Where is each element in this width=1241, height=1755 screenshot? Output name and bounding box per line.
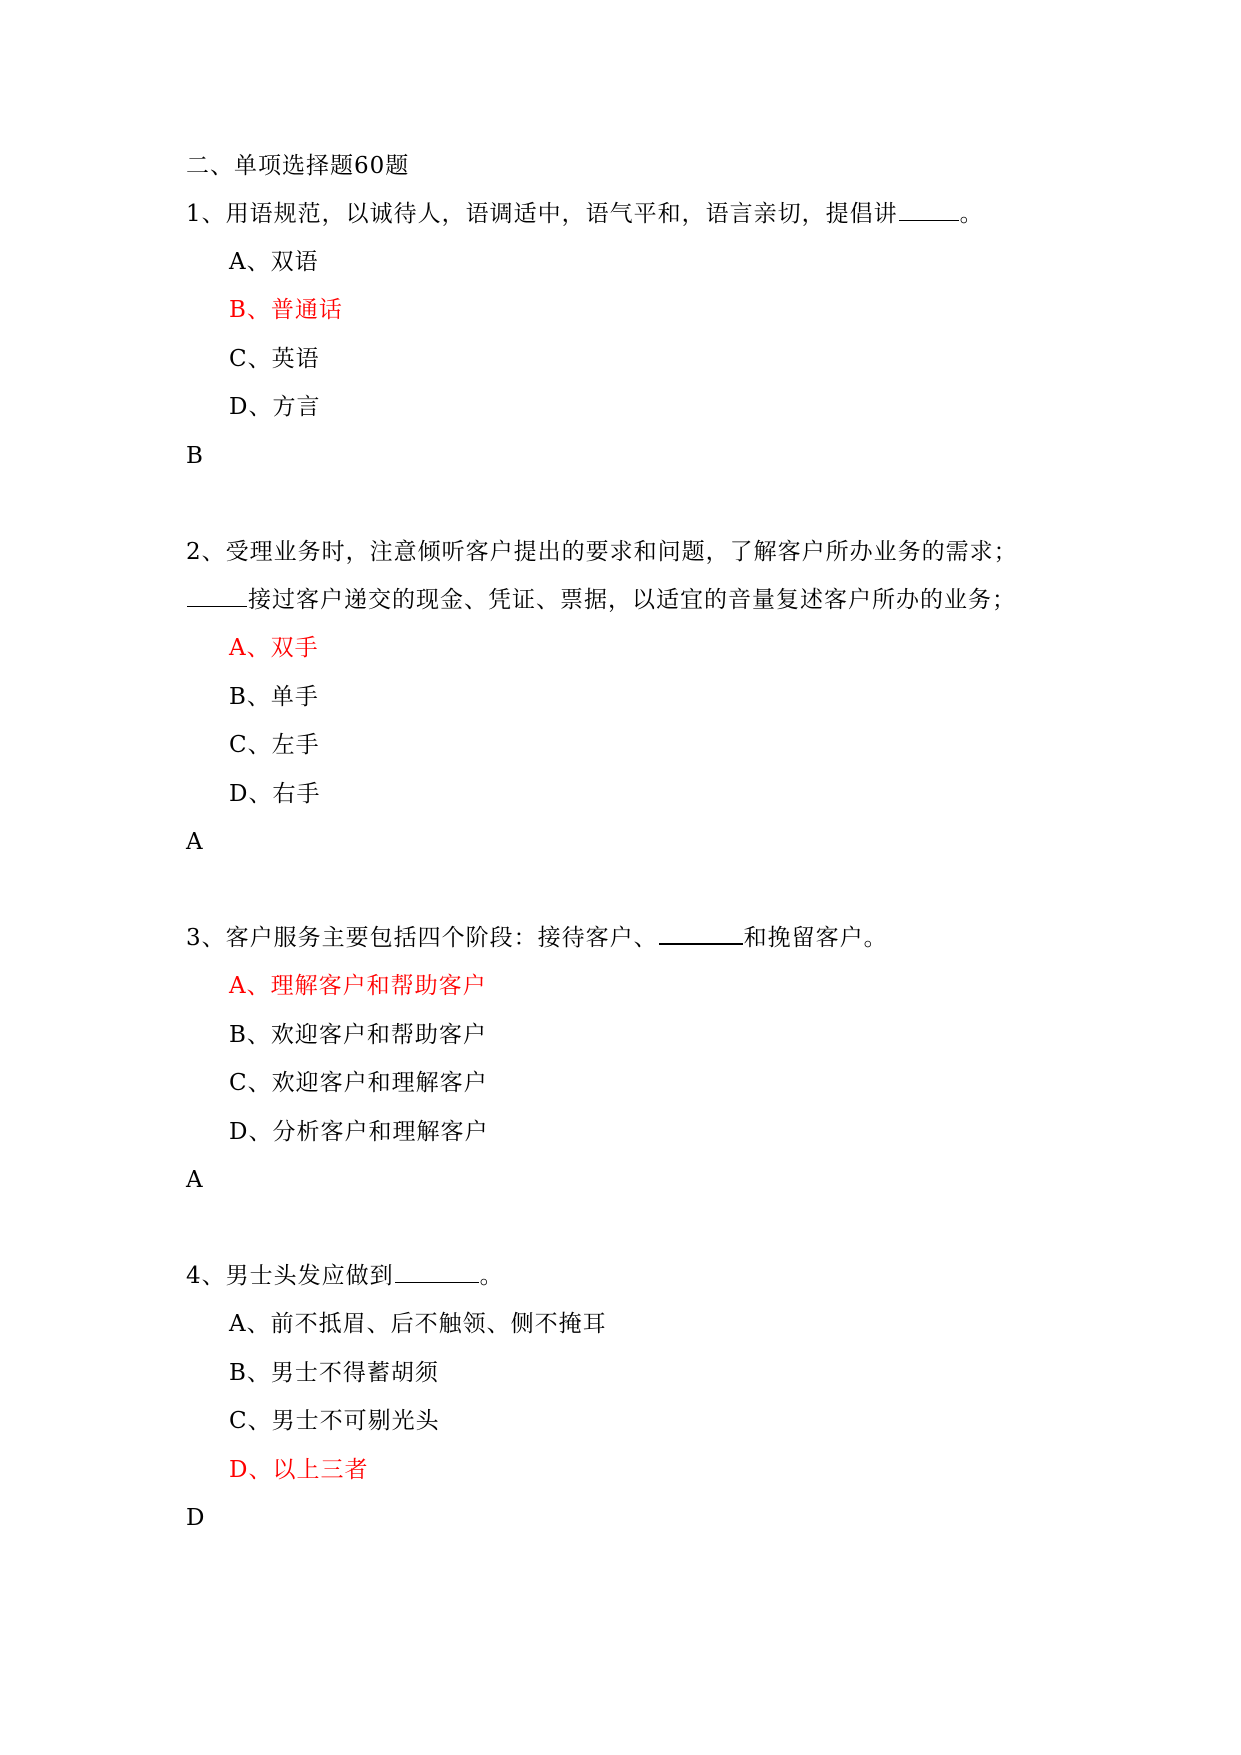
question-2-stem-line2-text: 接过客户递交的现金、凭证、票据，以适宜的音量复述客户所办的业务；: [248, 587, 1016, 613]
question-4-option-c: C、男士不可剔光头: [229, 1408, 440, 1434]
question-3-stem: [186, 922, 888, 954]
question-3-stem-end: 和挽留客户。: [743, 925, 888, 951]
question-3-option-b: B、欢迎客户和帮助客户: [229, 1022, 487, 1048]
question-2-option-b: B、单手: [229, 684, 319, 710]
question-2-option-a: A、双手: [229, 635, 319, 661]
question-3-answer: A: [186, 1167, 204, 1193]
question-1-option-c: C、英语: [229, 346, 320, 372]
question-1-stem-end: 。: [959, 201, 984, 227]
question-4-option-d: D、以上三者: [229, 1457, 369, 1483]
question-1-option-b: B、普通话: [229, 297, 343, 323]
question-2-option-d: D、右手: [229, 781, 321, 807]
question-4-stem-end: 。: [479, 1263, 504, 1289]
question-4-answer: D: [186, 1505, 206, 1531]
question-4-stem: [186, 1260, 504, 1292]
answer-blank: [395, 1281, 479, 1283]
question-3-stem-text: 3、客户服务主要包括四个阶段：接待客户、: [186, 925, 658, 951]
question-2-stem-line2: [186, 584, 1016, 616]
question-1-stem-text: 1、用语规范，以诚待人，语调适中，语气平和，语言亲切，提倡讲: [186, 201, 898, 227]
question-2-answer: A: [186, 829, 204, 855]
question-1-answer: B: [186, 443, 204, 469]
section-title: 二、单项选择题60题: [186, 153, 410, 179]
question-2-option-c: C、左手: [229, 732, 320, 758]
question-4-option-a: A、前不抵眉、后不触领、侧不掩耳: [229, 1311, 607, 1337]
question-3-option-a: A、理解客户和帮助客户: [229, 973, 487, 999]
question-4-option-b: B、男士不得蓄胡须: [229, 1360, 439, 1386]
question-3-option-d: D、分析客户和理解客户: [229, 1119, 489, 1145]
question-1-stem: [186, 198, 984, 230]
answer-blank: [899, 219, 959, 221]
question-4-stem-text: 4、男士头发应做到: [186, 1263, 394, 1289]
answer-blank: [187, 605, 247, 607]
answer-blank: [659, 942, 743, 945]
question-1-option-a: A、双语: [229, 249, 319, 275]
question-2-stem-line1: 2、受理业务时，注意倾听客户提出的要求和问题，了解客户所办业务的需求；: [186, 539, 1018, 565]
question-3-option-c: C、欢迎客户和理解客户: [229, 1070, 488, 1096]
question-1-option-d: D、方言: [229, 394, 321, 420]
